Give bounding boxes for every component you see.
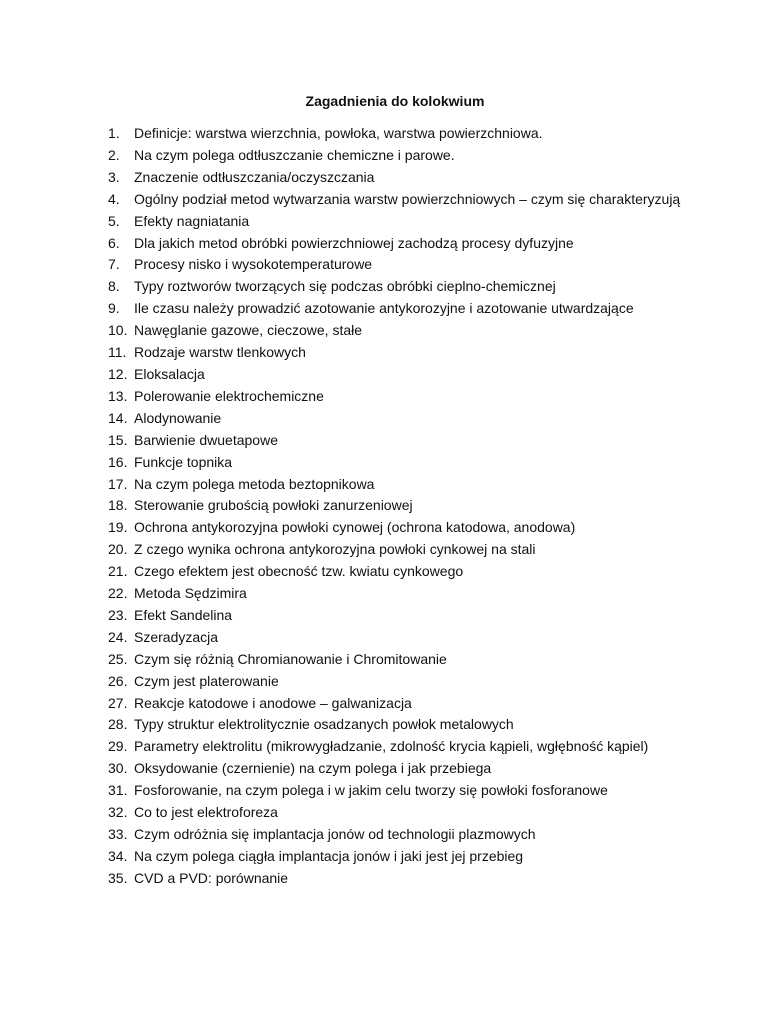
list-item-number: 22. — [108, 585, 128, 602]
list-item-number: 33. — [108, 826, 128, 842]
list-item-text: Czym odróżnia się implantacja jonów od technologii plazmowych — [134, 826, 536, 842]
list-item-number: 2. — [108, 146, 120, 163]
list-item — [108, 627, 688, 649]
list-item-number: 1. — [108, 125, 120, 141]
list-item-text: Fosforowanie, na czym polega i w jakim celu tworzy się powłoki fosforanowe — [134, 782, 608, 799]
list-item-number: 20. — [108, 541, 128, 558]
page-title: Zagadnienia do kolokwium — [305, 93, 485, 109]
list-item — [108, 233, 688, 255]
list-item-text: Typy roztworów tworzących się podczas obróbki cieplno-chemicznej — [134, 278, 556, 295]
list-item — [108, 452, 688, 474]
list-item-text: Metoda Sędzimira — [134, 585, 247, 602]
list-item — [108, 714, 688, 736]
list-item — [108, 254, 688, 276]
list-item-text: Alodynowanie — [134, 409, 222, 426]
list-item — [108, 758, 688, 780]
list-item-number: 25. — [108, 650, 128, 667]
list-item-text: Czego efektem jest obecność tzw. kwiatu cynkowego — [134, 563, 464, 580]
list-item-number: 9. — [108, 300, 120, 317]
list-item-number: 6. — [108, 234, 120, 251]
list-item-text: Reakcje katodowe i anodowe – galwanizacja — [134, 694, 412, 711]
list-item — [108, 868, 688, 890]
list-item-text: Typy struktur elektrolitycznie osadzanych powłok metalowych — [134, 716, 514, 733]
list-item-text: Ile czasu należy prowadzić azotowanie antykorozyjne i azotowanie utwardzające — [134, 300, 634, 317]
list-item — [108, 671, 688, 693]
list-item-text: Sterowanie grubością powłoki zanurzeniowej — [134, 497, 413, 514]
list-item-text: Polerowanie elektrochemiczne — [134, 387, 324, 404]
list-item-number: 10. — [108, 322, 128, 339]
list-item-text: Oksydowanie (czernienie) na czym polega i jak przebiega — [134, 760, 492, 777]
list-item — [108, 408, 688, 430]
list-item-text: Na czym polega ciągła implantacja jonów i jaki jest jej przebieg — [134, 847, 524, 864]
list-item-text: Na czym polega metoda beztopnikowa — [134, 475, 375, 492]
list-item-number: 15. — [108, 431, 128, 448]
list-item-number: 11. — [108, 344, 127, 361]
list-item-number: 5. — [108, 212, 120, 229]
list-item — [108, 211, 688, 233]
list-item — [108, 167, 688, 189]
list-item-number: 3. — [108, 168, 120, 185]
list-item — [108, 320, 688, 342]
list-item — [108, 189, 688, 211]
list-item-number: 23. — [108, 606, 128, 623]
list-item-number: 13. — [108, 387, 128, 404]
list-item-number: 29. — [108, 738, 128, 755]
list-item — [108, 605, 688, 627]
list-item — [108, 342, 688, 364]
list-item-number: 4. — [108, 190, 120, 207]
list-item-text: Efekt Sandelina — [134, 606, 233, 623]
list-item-number: 34. — [108, 847, 128, 864]
list-item — [108, 495, 688, 517]
list-item-number: 31. — [108, 782, 128, 799]
list-item-number: 19. — [108, 519, 128, 536]
list-item-number: 14. — [108, 409, 128, 426]
list-item — [108, 802, 688, 824]
list-item — [108, 430, 688, 452]
list-item — [108, 693, 688, 715]
list-item-text: Dla jakich metod obróbki powierzchniowej zachodzą procesy dyfuzyjne — [134, 234, 574, 251]
list-item — [108, 539, 688, 561]
list-item-number: 30. — [108, 760, 128, 777]
list-item — [108, 298, 688, 320]
list-item-number: 7. — [108, 256, 120, 273]
list-item — [108, 736, 688, 758]
list-item-number: 17. — [108, 475, 128, 492]
list-item-number: 12. — [108, 365, 128, 382]
list-item — [108, 561, 688, 583]
list-item-number: 24. — [108, 628, 128, 645]
topic-list — [108, 123, 688, 890]
list-item-text: Definicje: warstwa wierzchnia, powłoka, warstwa powierzchniowa. — [134, 125, 543, 141]
list-item-text: CVD a PVD: porównanie — [134, 869, 289, 886]
list-item — [108, 145, 688, 167]
list-item-text: Co to jest elektroforeza — [134, 804, 278, 821]
list-item — [108, 583, 688, 605]
list-item — [108, 649, 688, 671]
list-item-text: Parametry elektrolitu (mikrowygładzanie, zdolność krycia kąpieli, wgłębność kąpiel) — [134, 738, 649, 755]
list-item-text: Szeradyzacja — [134, 628, 219, 645]
list-item — [108, 276, 688, 298]
list-item-number: 32. — [108, 804, 128, 821]
list-item — [108, 474, 688, 496]
list-item — [108, 846, 688, 868]
list-item-text: Rodzaje warstw tlenkowych — [134, 344, 306, 361]
list-item-number: 35. — [108, 869, 128, 886]
list-item — [108, 780, 688, 802]
list-item-number: 26. — [108, 672, 128, 689]
list-item — [108, 824, 688, 846]
list-item-text: Barwienie dwuetapowe — [134, 431, 278, 448]
list-item-text: Procesy nisko i wysokotemperaturowe — [134, 256, 373, 273]
list-item-text: Efekty nagniatania — [134, 212, 250, 229]
list-item-number: 27. — [108, 694, 128, 711]
list-item-text: Z czego wynika ochrona antykorozyjna powłoki cynkowej na stali — [134, 541, 536, 558]
list-item — [108, 123, 688, 145]
list-item-text: Znaczenie odtłuszczania/oczyszczania — [134, 168, 375, 185]
list-item-number: 8. — [108, 278, 120, 295]
list-item-text: Nawęglanie gazowe, cieczowe, stałe — [134, 322, 363, 339]
list-item-number: 16. — [108, 453, 128, 470]
list-item-text: Eloksalacja — [134, 365, 205, 382]
list-item-text: Czym jest platerowanie — [134, 672, 279, 689]
list-item-text: Ochrona antykorozyjna powłoki cynowej (ochrona katodowa, anodowa) — [134, 519, 576, 536]
list-item-number: 28. — [108, 716, 128, 733]
list-item — [108, 364, 688, 386]
list-item-text: Funkcje topnika — [134, 453, 233, 470]
list-item — [108, 517, 688, 539]
list-item-number: 21. — [108, 563, 128, 580]
list-item — [108, 386, 688, 408]
list-item-text: Na czym polega odtłuszczanie chemiczne i parowe. — [134, 146, 455, 163]
list-item-number: 18. — [108, 497, 128, 514]
list-item-text: Ogólny podział metod wytwarzania warstw powierzchniowych – czym się charakteryzują — [134, 190, 681, 207]
list-item-text: Czym się różnią Chromianowanie i Chromitowanie — [134, 650, 447, 667]
